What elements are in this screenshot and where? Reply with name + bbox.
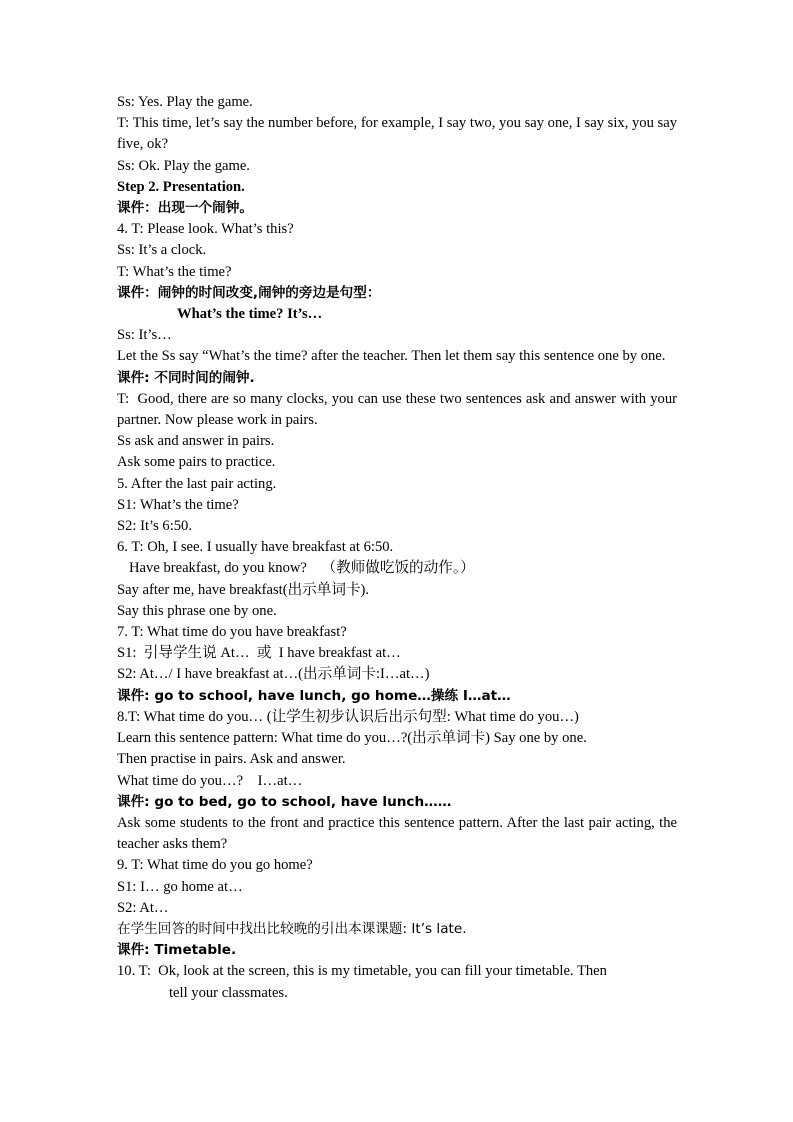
text-line: What time do you…? I…at… [117,772,303,789]
text-line: S2: At… [117,899,169,916]
text-line: Say after me, have breakfast(出示单词卡). [117,581,370,598]
text-line: Ask some pairs to practice. [117,454,276,471]
text-line: T: Good, there are so many clocks, you can use these two sentences ask and answer with your partner. Now please work in pairs. [117,390,681,429]
text-line: Ss: Yes. Play the game. [117,94,253,110]
text-line: 5. After the last pair acting. [117,475,277,492]
text-line: Have breakfast, do you know? （教师做吃饭的动作。） [129,560,475,577]
document-body [117,92,681,1004]
text-line: 7. T: What time do you have breakfast? [117,624,347,641]
text-line: 4. T: Please look. What’s this? [117,221,294,238]
text-line: 9. T: What time do you go home? [117,857,313,874]
text-line: Let the Ss say “What’s the time? after the teacher. Then let them say this sentence one by one. [117,348,666,365]
courseware-note: 课件: 不同时间的闹钟. [117,369,255,386]
text-line: S1: I… go home at… [117,878,243,895]
courseware-note: 课件: go to bed, go to school, have lunch…… [117,793,452,810]
text-line: Ss: It’s… [117,327,172,344]
text-line: Then practise in pairs. Ask and answer. [117,751,346,768]
courseware-note: 课件：出现一个闹钟。 [117,200,253,217]
text-line: Ask some students to the front and practice this sentence pattern. After the last pair acting, the teacher asks them? [117,814,681,853]
text-line: Ss ask and answer in pairs. [117,433,275,450]
text-line: tell your classmates. [169,984,288,1001]
text-line: 8.T: What time do you… (让学生初步认识后出示句型: What time do you…) [117,708,579,725]
text-line: S2: At…/ I have breakfast at…(出示单词卡:I…at…) [117,666,430,683]
section-heading-step2: Step 2. Presentation. [117,178,245,195]
text-line: Ss: It’s a clock. [117,242,207,259]
text-line: T: What’s the time? [117,263,232,280]
text-line: 在学生回答的时间中找出比较晚的引出本课课题: It’s late. [117,920,467,937]
text-line: Learn this sentence pattern: What time do you…?(出示单词卡) Say one by one. [117,730,587,747]
text-line: S2: It’s 6:50. [117,518,193,535]
courseware-note: 课件：闹钟的时间改变,闹钟的旁边是句型： [117,284,381,301]
text-line: T: This time, let’s say the number before, for example, I say two, you say one, I say six, you say five, ok? [117,115,681,153]
text-line: 10. T: Ok, look at the screen, this is my timetable, you can fill your timetable. Then [117,963,607,980]
sentence-pattern: What’s the time? It’s… [177,306,323,323]
text-line: 6. T: Oh, I see. I usually have breakfast at 6:50. [117,539,394,556]
text-line: Ss: Ok. Play the game. [117,157,250,174]
text-line: S1: What’s the time? [117,496,239,513]
text-line: Say this phrase one by one. [117,602,277,619]
courseware-note: 课件: go to school, have lunch, go home…操练 I…at… [117,687,511,704]
courseware-note: 课件: Timetable. [117,942,237,959]
text-line: S1: 引导学生说 At… 或 I have breakfast at… [117,645,401,662]
